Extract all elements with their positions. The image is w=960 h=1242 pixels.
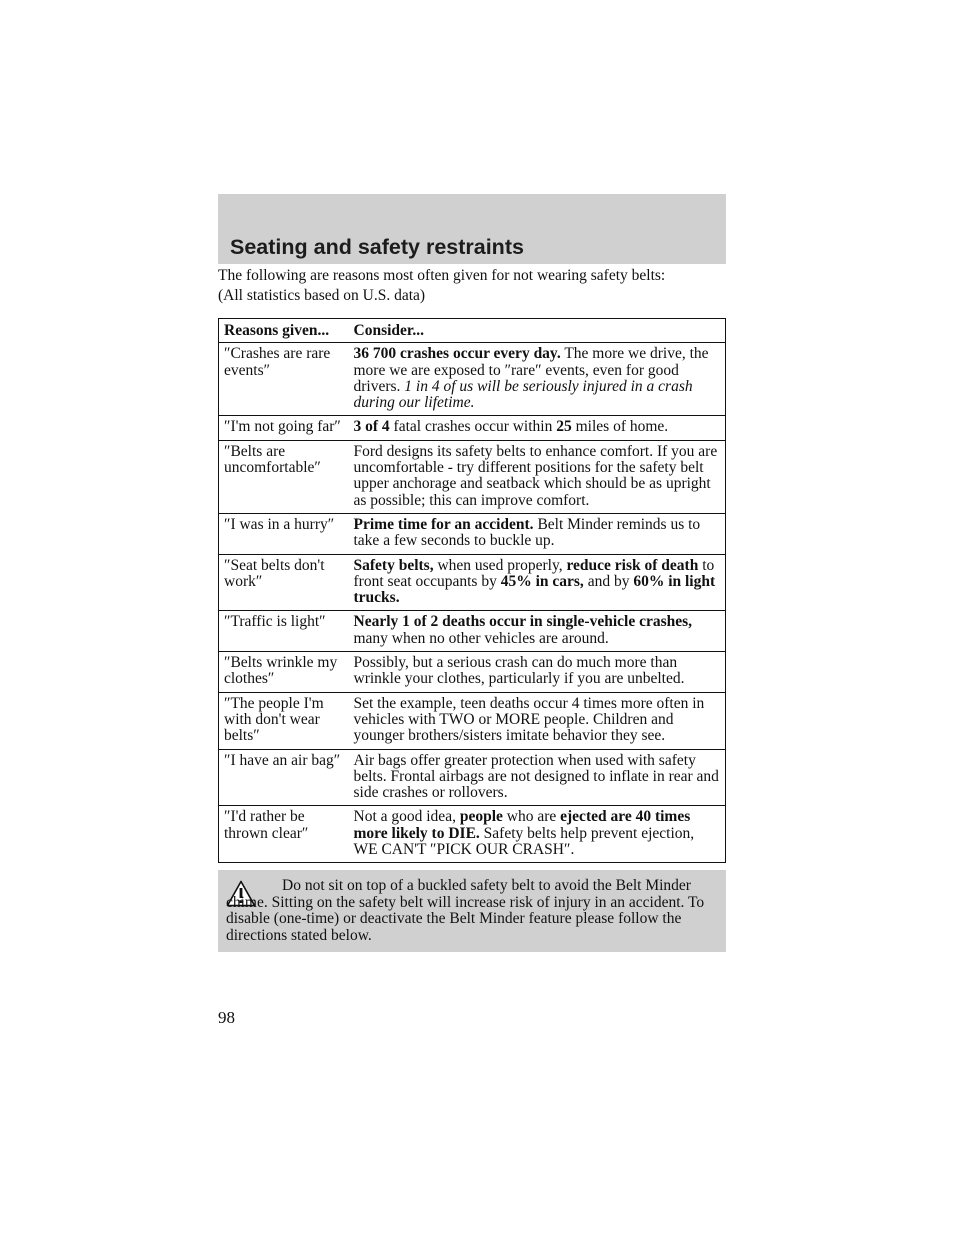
table-row: [219, 692, 726, 749]
emphasis: Nearly 1 of 2 deaths occur in single-vehicle crashes,: [353, 613, 693, 631]
reason-cell: ″Crashes are rare events″: [219, 343, 349, 416]
emphasis: 45% in cars,: [500, 572, 584, 590]
intro-note: (All statistics based on U.S. data): [218, 287, 426, 304]
body-text: The more we drive, the more we are exposed to ″rare″ events, even for good drivers.: [353, 345, 709, 395]
table-row: [219, 416, 726, 440]
reason-cell: ″Belts wrinkle my clothes″: [219, 652, 349, 693]
body-text: miles of home.: [575, 418, 669, 436]
body-text: Safety belts help prevent ejection, WE CAN'T ″PICK OUR CRASH″.: [353, 824, 695, 859]
consider-cell: [349, 554, 726, 611]
consider-cell: Possibly, but a serious crash can do much more than wrinkle your clothes, particularly if you are unbelted.: [349, 652, 726, 693]
warning-box: [218, 870, 726, 952]
emphasis: Prime time for an accident.: [353, 515, 534, 533]
body-text: and by: [587, 572, 630, 590]
reason-cell: ″Belts are uncomfortable″: [219, 440, 349, 513]
reason-cell: ″The people I'm with don't wear belts″: [219, 692, 349, 749]
emphasis: 3 of 4: [353, 418, 390, 436]
reason-cell: ″Seat belts don't work″: [219, 554, 349, 611]
table-row: [219, 611, 726, 652]
intro-line: The following are reasons most often given for not wearing safety belts:: [218, 267, 666, 284]
reason-cell: ″I'm not going far″: [219, 416, 349, 440]
section-title: Seating and safety restraints: [230, 235, 524, 259]
body-text: to front seat occupants by: [353, 556, 715, 590]
body-text: many when no other vehicles are around.: [353, 629, 609, 647]
table-row: [219, 513, 726, 554]
table-row: [219, 440, 726, 513]
emphasis: ejected are 40 times more likely to DIE.: [353, 808, 691, 842]
table-row: [219, 343, 726, 416]
consider-cell: Set the example, teen deaths occur 4 times more often in vehicles with TWO or MORE people. Children and younger brothers/sisters imitate behavior they see.: [349, 692, 726, 749]
emphasis: people: [459, 808, 503, 826]
column-header-reasons: Reasons given...: [219, 319, 349, 343]
consider-cell: [349, 513, 726, 554]
table-row: [219, 749, 726, 806]
body-text: who are: [506, 808, 557, 826]
consider-cell: [349, 806, 726, 863]
consider-cell: [349, 416, 726, 440]
body-text: Not a good idea,: [353, 808, 456, 826]
italic-text: 1 in 4 of us will be seriously injured in a crash during our lifetime.: [353, 377, 693, 412]
column-header-consider: Consider...: [349, 319, 726, 343]
table-row: [219, 806, 726, 863]
consider-cell: [349, 343, 726, 416]
table-header-row: [219, 319, 726, 343]
reasons-table: [218, 318, 726, 863]
emphasis: reduce risk of death: [566, 556, 699, 574]
reason-cell: ″I'd rather be thrown clear″: [219, 806, 349, 863]
consider-cell: [349, 611, 726, 652]
consider-cell: Ford designs its safety belts to enhance comfort. If you are uncomfortable - try different positions for the safety belt upper anchorage and seatback which should be as upright as possible; this can improve comfort.: [349, 440, 726, 513]
body-text: Belt Minder reminds us to take a few seconds to buckle up.: [353, 515, 701, 550]
emphasis: 36 700 crashes occur every day.: [353, 345, 561, 363]
page-number: 98: [218, 1008, 235, 1027]
body-text: fatal crashes occur within: [393, 418, 553, 436]
emphasis: 25: [556, 418, 572, 436]
intro-paragraph: [218, 266, 728, 306]
reason-cell: ″I was in a hurry″: [219, 513, 349, 554]
emphasis: Safety belts,: [353, 556, 434, 574]
emphasis: 60% in light trucks.: [353, 572, 716, 607]
section-header-band: [218, 194, 726, 264]
body-text: when used properly,: [437, 556, 563, 574]
reason-cell: ″I have an air bag″: [219, 749, 349, 806]
table-row: [219, 554, 726, 611]
warning-text: Do not sit on top of a buckled safety belt to avoid the Belt Minder chime. Sitting on the safety belt will increase risk of injury in an accident. To disable (one-time) or deactivate the Belt Minder feature please follow the directions stated below.: [226, 877, 705, 944]
consider-cell: Air bags offer greater protection when used with safety belts. Frontal airbags are not designed to inflate in rear and side crashes or rollovers.: [349, 749, 726, 806]
reason-cell: ″Traffic is light″: [219, 611, 349, 652]
table-row: [219, 652, 726, 693]
